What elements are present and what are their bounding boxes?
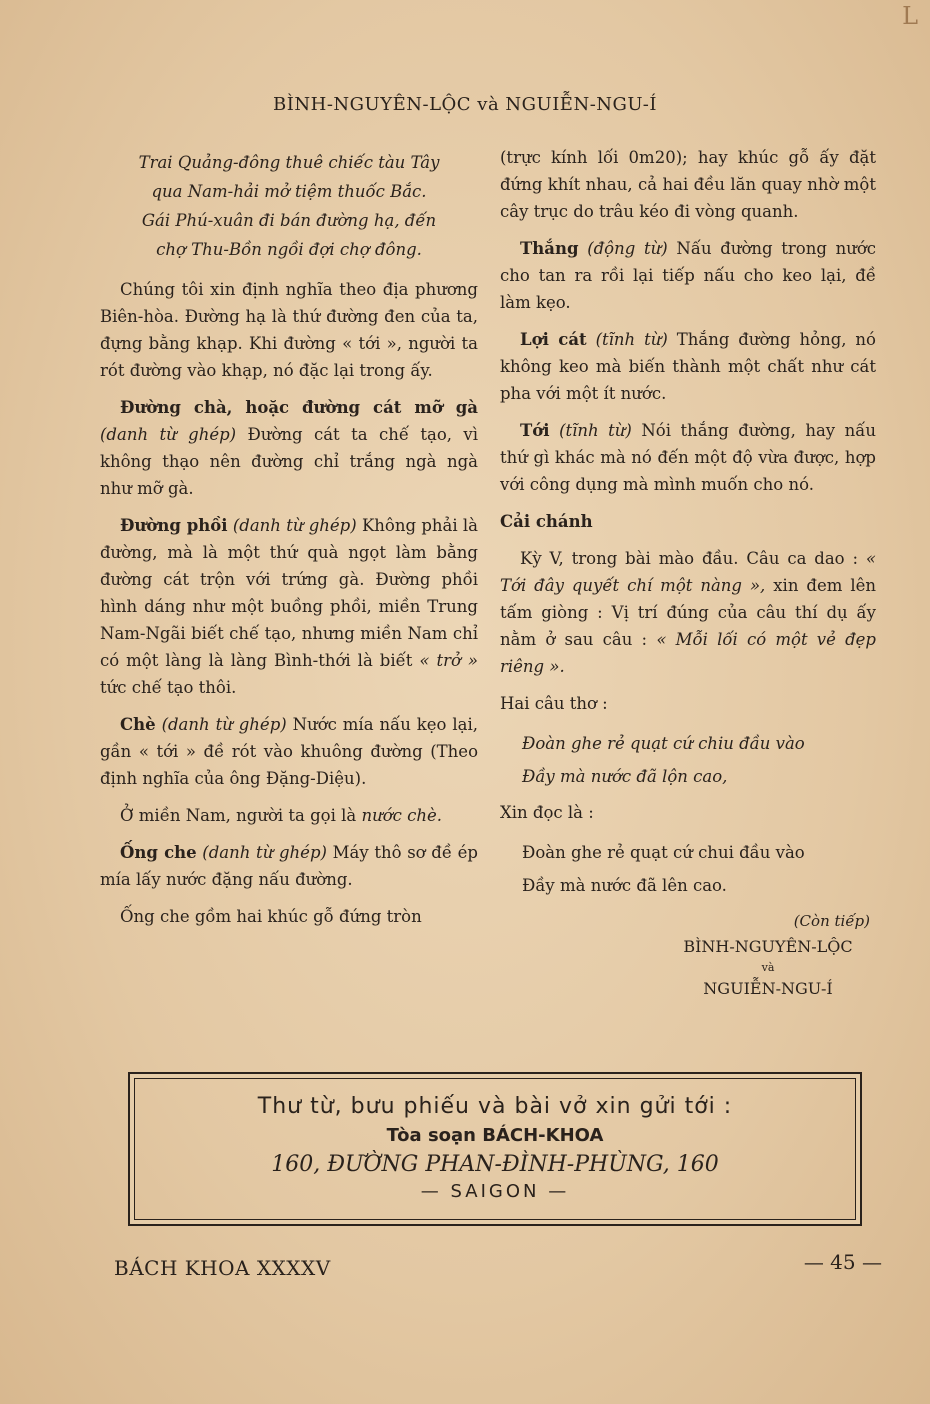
corner-mark: L — [902, 2, 918, 30]
read-intro: Xin đọc là : — [500, 803, 594, 822]
signature-and: và — [761, 961, 775, 974]
entry-term: Đường chà, hoặc đường cát mỡ gà — [120, 398, 478, 417]
entry-pos: (động từ) — [587, 239, 668, 258]
contact-line: Thư từ, bưu phiếu và bài vở xin gửi tới : — [257, 1094, 733, 1119]
paragraph — [100, 802, 478, 829]
entry-text: Nước mía nấu kẹo lại, gần « tới » đề rót vào khuông đường (Theo định nghĩa của ông Đặng-Diệu). — [100, 715, 478, 788]
verse-line: Đoàn ghe rẻ quạt cứ chiu đầu vào — [522, 734, 805, 753]
verse-intro: Hai câu thơ : — [500, 694, 608, 713]
paragraph-quote: « Tới đây quyết chí một nàng », — [500, 549, 877, 595]
verse — [500, 836, 876, 902]
entry-pos: (danh từ ghép) — [232, 516, 357, 535]
epigraph-line: Trai Quảng-đông thuê chiếc tàu Tây — [138, 153, 440, 172]
entry-term: Ống che — [120, 843, 197, 862]
entry — [500, 417, 876, 498]
continued-note: (Còn tiếp) — [793, 912, 870, 930]
entry-text: Không phải là đường, mà là một thứ quà ngọt làm bằng đường cát trộn với trứng gà. Đường phồi hình dáng như một buồng phồi, miền Trung Nam-Ngãi biết chế tạo, nhưng miền Nam chỉ có một làng là làng Bình-thới là biết — [100, 516, 479, 670]
entry-pos: (tĩnh từ) — [595, 330, 668, 349]
signature-name: NGUIỄN-NGU-Í — [703, 979, 833, 998]
paragraph-quote: « Mỗi lối có một vẻ đẹp riêng ». — [500, 630, 876, 676]
paragraph: Ống che gồm hai khúc gỗ đứng tròn — [120, 907, 422, 926]
paragraph — [500, 545, 876, 680]
entry-text: tức chế tạo thôi. — [100, 678, 237, 697]
signature — [660, 934, 876, 1002]
entry-text: Đường cát ta chế tạo, vì không thạo nên đường chỉ trắng ngà ngà như mỡ gà. — [100, 425, 479, 498]
epigraph — [100, 148, 478, 264]
entry-text: Máy thô sơ đề ép mía lấy nước đặng nấu đường. — [100, 843, 478, 889]
verse-line: Đầy mà nước đã lộn cao, — [522, 767, 728, 786]
epigraph-line: qua Nam-hải mở tiệm thuốc Bắc. — [151, 182, 427, 201]
signature-name: BÌNH-NGUYÊN-LỘC — [683, 937, 853, 956]
entry-pos: (danh từ ghép) — [161, 715, 287, 734]
entry-term: Đường phồi — [120, 516, 228, 535]
running-header: BÌNH-NGUYÊN-LỘC và NGUIỄN-NGU-Í — [273, 94, 657, 115]
paragraph-italic: nước chè. — [361, 806, 443, 825]
contact-box — [128, 1072, 862, 1226]
verse-line: Đoàn ghe rẻ quạt cứ chui đầu vào — [522, 843, 805, 862]
verse-line: Đầy mà nước đã lên cao. — [522, 876, 727, 895]
footer-title: BÁCH KHOA XXXXV — [114, 1256, 331, 1280]
paragraph: (trực kính lối 0m20); hay khúc gỗ ấy đặt đứng khít nhau, cả hai đều lăn quay nhờ một cây trục do trâu kéo đi vòng quanh. — [500, 148, 876, 221]
entry-term: Thắng — [520, 239, 579, 258]
entry-quote: « trở » — [419, 651, 478, 670]
right-column — [500, 144, 876, 1002]
paragraph-text: xin đem lên tấm giòng : Vị trí đúng của câu thí dụ ấy nằm ở sau câu : — [500, 576, 877, 649]
entry — [100, 839, 478, 893]
entry — [500, 235, 876, 316]
left-column — [100, 148, 478, 940]
entry-term: Tới — [520, 421, 550, 440]
entry-term: Chè — [120, 715, 156, 734]
entry-pos: (tĩnh từ) — [559, 421, 632, 440]
entry — [100, 512, 478, 701]
epigraph-line: chợ Thu-Bồn ngồi đợi chợ đông. — [156, 240, 422, 259]
paragraph: Chúng tôi xin định nghĩa theo địa phương Biên-hòa. Đường hạ là thứ đường đen của ta, đựng bằng khạp. Khi đường « tới », người ta rót đường vào khạp, nó đặc lại trong ấy. — [100, 280, 478, 380]
contact-city: — SAIGON — — [420, 1181, 570, 1202]
verse — [500, 727, 876, 793]
entry-pos: (danh từ ghép) — [202, 843, 327, 862]
page-number: — 45 — — [803, 1250, 882, 1274]
contact-office: Tòa soạn BÁCH-KHOA — [386, 1125, 604, 1146]
entry-text: Nấu đường trong nước cho tan ra rồi lại tiếp nấu cho keo lại, đề làm kẹo. — [500, 239, 877, 312]
paragraph-text: Ở miền Nam, người ta gọi là — [120, 806, 357, 825]
entry-term: Lợi cát — [520, 330, 587, 349]
entry — [100, 394, 478, 502]
entry — [100, 711, 478, 792]
contact-address: 160, ĐƯỜNG PHAN-ĐÌNH-PHÙNG, 160 — [271, 1152, 719, 1177]
entry-text: Nói thắng đường, hay nấu thứ gì khác mà nó đến một độ vừa được, hợp với công dụng mà mình muốn cho nó. — [500, 421, 876, 494]
entry-pos: (danh từ ghép) — [100, 425, 237, 444]
entry-text: Thắng đường hỏng, nó không keo mà biến thành một chất như cát pha với một ít nước. — [500, 330, 876, 403]
section-title: Cải chánh — [500, 512, 593, 531]
entry — [500, 326, 876, 407]
paragraph-text: Kỳ V, trong bài mào đầu. Câu ca dao : — [520, 549, 859, 568]
epigraph-line: Gái Phú-xuân đi bán đường hạ, đến — [141, 211, 437, 230]
